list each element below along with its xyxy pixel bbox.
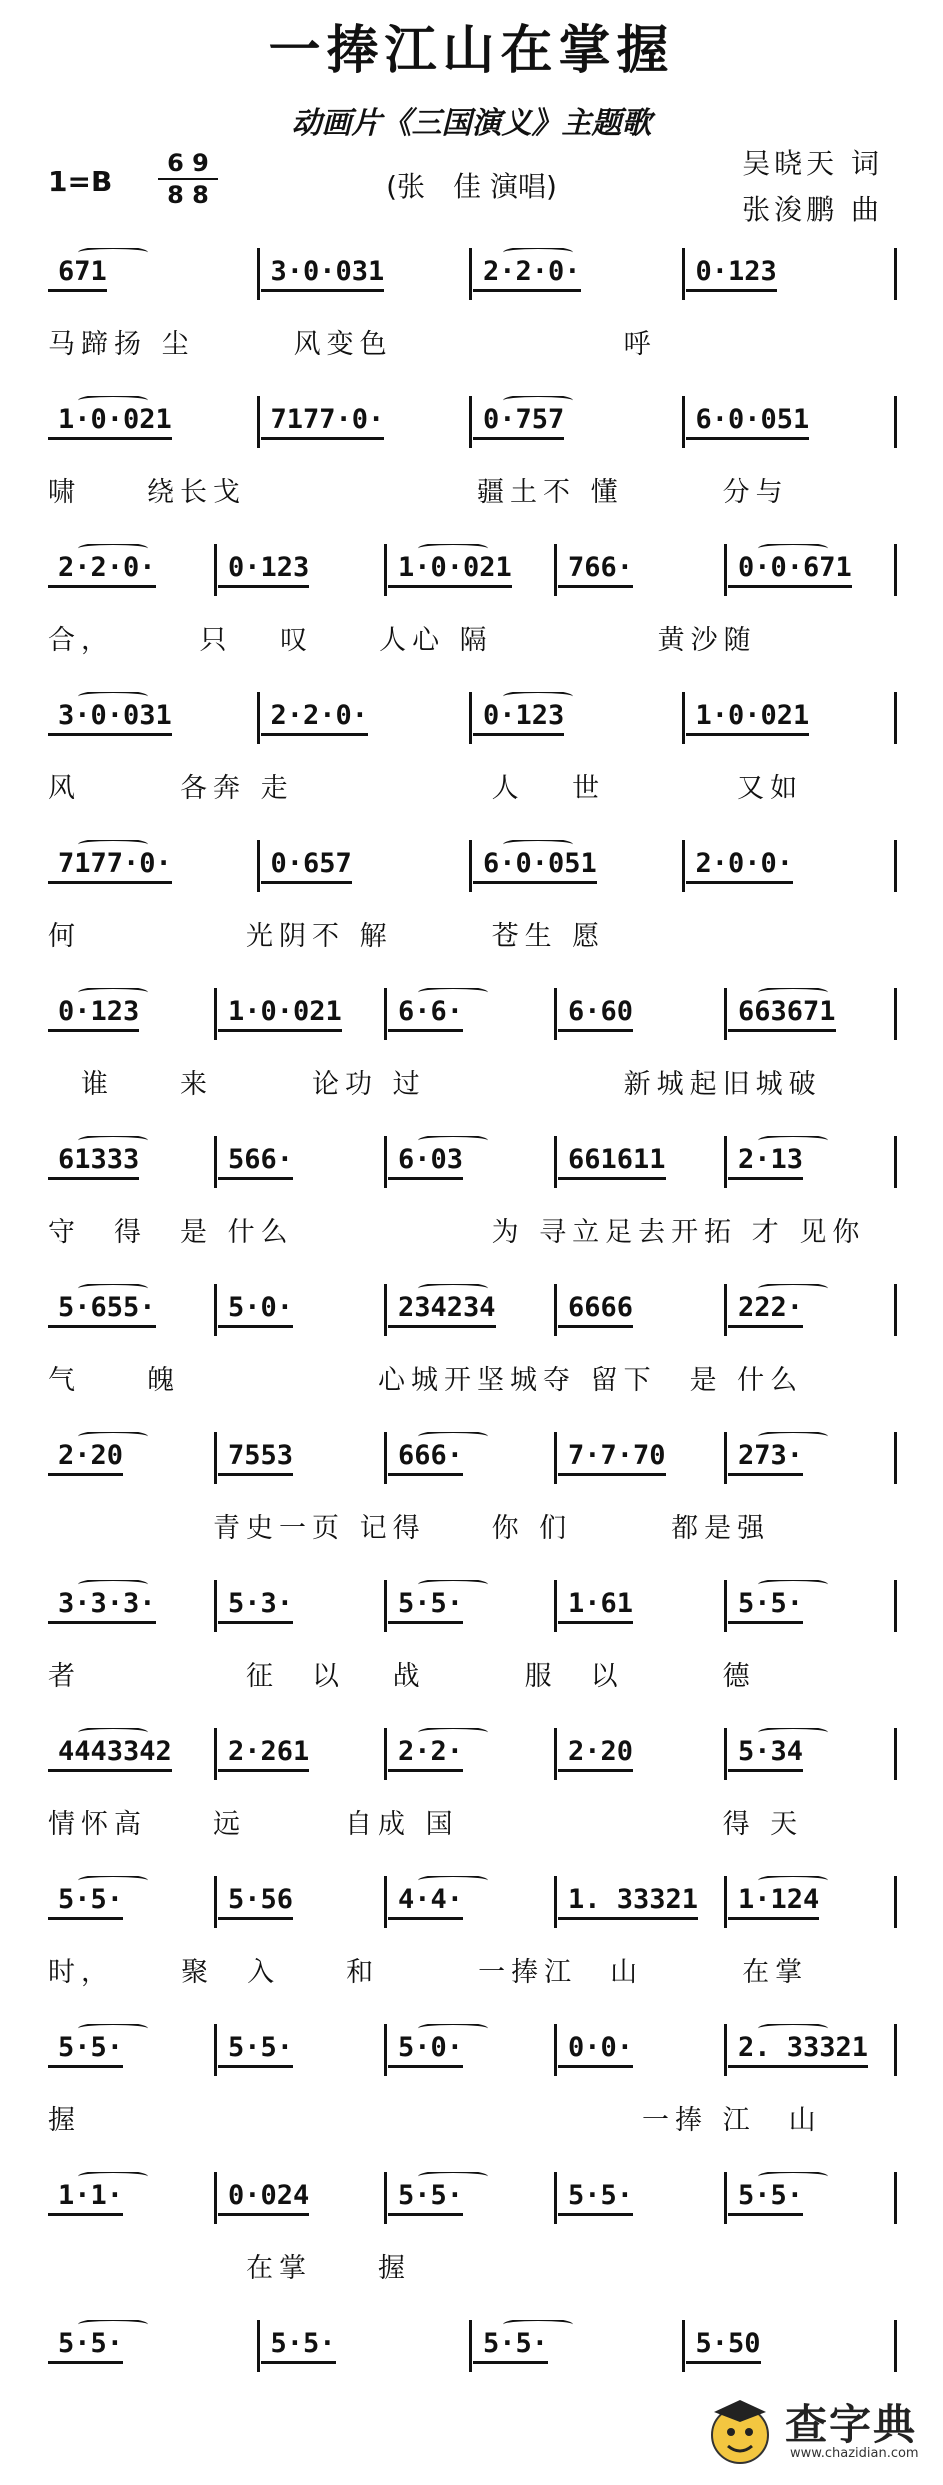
measure-notes: 1·0·021 xyxy=(686,700,810,736)
measure xyxy=(48,1284,212,1336)
measure-notes: 0·123 xyxy=(48,996,139,1032)
slur-mark xyxy=(418,2172,488,2183)
measure xyxy=(558,544,722,596)
lyrics-line: 合， 只 叹 人心 隔 黄沙随 xyxy=(48,625,757,656)
barline xyxy=(214,1728,217,1780)
slur-mark xyxy=(78,1728,148,1739)
staff-row xyxy=(48,1424,898,1554)
barline xyxy=(894,840,897,892)
slur-mark xyxy=(503,396,573,407)
measure xyxy=(728,1284,892,1336)
staff-row xyxy=(48,240,898,370)
measure xyxy=(728,988,892,1040)
barline xyxy=(214,1136,217,1188)
barline xyxy=(214,1284,217,1336)
measure xyxy=(728,2024,892,2076)
slur-mark xyxy=(78,1876,148,1887)
measure xyxy=(728,1136,892,1188)
measure-notes: 2·2·0· xyxy=(473,256,581,292)
slur-mark xyxy=(758,988,828,999)
staff-row xyxy=(48,1572,898,1702)
barline xyxy=(554,1580,557,1632)
lyrics-line: 情怀高 远 自成 国 得 天 xyxy=(48,1809,804,1840)
measure-notes: 766· xyxy=(558,552,633,588)
measure xyxy=(558,2172,722,2224)
measure-notes: 5·5· xyxy=(388,1588,463,1624)
slur-mark xyxy=(78,1580,148,1591)
barline xyxy=(554,1284,557,1336)
slur-mark xyxy=(78,1284,148,1295)
slur-mark xyxy=(758,2024,828,2035)
lyrics-line: 者 征 以 战 服 以 德 xyxy=(48,1661,756,1692)
measure-notes: 2·20 xyxy=(48,1440,123,1476)
measure xyxy=(388,988,552,1040)
measure xyxy=(261,840,468,892)
barline xyxy=(894,1432,897,1484)
lyrics-line: 风 各奔 走 人 世 又如 xyxy=(48,773,804,804)
barline xyxy=(214,988,217,1040)
barline xyxy=(469,2320,472,2372)
measure-notes: 7177·0· xyxy=(48,848,172,884)
measure-notes: 0·757 xyxy=(473,404,564,440)
measure xyxy=(388,1136,552,1188)
barline xyxy=(214,2024,217,2076)
lyrics-line: 青史一页 记得 你 们 都是强 xyxy=(48,1513,771,1544)
measure-notes: 0·123 xyxy=(218,552,309,588)
slur-mark xyxy=(503,692,573,703)
slur-mark xyxy=(503,840,573,851)
barline xyxy=(724,1136,727,1188)
barline xyxy=(469,692,472,744)
measure xyxy=(218,1728,382,1780)
barline xyxy=(257,396,260,448)
measure xyxy=(48,396,255,448)
measure xyxy=(388,544,552,596)
staff-row xyxy=(48,980,898,1110)
measure-notes: 5·5· xyxy=(558,2180,633,2216)
measure-notes: 0·0·671 xyxy=(728,552,852,588)
measure-notes: 2·13 xyxy=(728,1144,803,1180)
measure-notes: 5·3· xyxy=(218,1588,293,1624)
barline xyxy=(384,1876,387,1928)
barline xyxy=(554,2172,557,2224)
measure-notes: 2·20 xyxy=(558,1736,633,1772)
measure xyxy=(388,1432,552,1484)
barline xyxy=(724,2172,727,2224)
barline xyxy=(894,248,897,300)
measure-notes: 5·5· xyxy=(218,2032,293,2068)
measure xyxy=(686,248,893,300)
staff-row xyxy=(48,2016,898,2146)
slur-mark xyxy=(418,988,488,999)
measure xyxy=(388,1580,552,1632)
barline xyxy=(554,544,557,596)
slur-mark xyxy=(503,2320,573,2331)
staff-row xyxy=(48,536,898,666)
slur-mark xyxy=(78,1136,148,1147)
slur-mark xyxy=(758,1284,828,1295)
measure-notes: 6·6· xyxy=(388,996,463,1032)
barline xyxy=(214,2172,217,2224)
measure xyxy=(48,1580,212,1632)
measure-notes: 0·123 xyxy=(473,700,564,736)
barline xyxy=(384,1136,387,1188)
composer-credit: 张浚鹏 曲 xyxy=(742,193,883,226)
measure-notes: 6666 xyxy=(558,1292,633,1328)
measure xyxy=(728,1580,892,1632)
watermark-text: 查字典 xyxy=(785,2400,918,2449)
measure xyxy=(473,840,680,892)
barline xyxy=(384,2024,387,2076)
barline xyxy=(682,840,685,892)
measure-notes: 4·4· xyxy=(388,1884,463,1920)
slur-mark xyxy=(78,396,148,407)
barline xyxy=(724,1580,727,1632)
measure-notes: 273· xyxy=(728,1440,803,1476)
staff-row xyxy=(48,684,898,814)
measure-notes: 6·60 xyxy=(558,996,633,1032)
song-subtitle: 动画片《三国演义》主题歌 xyxy=(291,106,652,141)
measure xyxy=(728,1876,892,1928)
barline xyxy=(554,1876,557,1928)
slur-mark xyxy=(418,1136,488,1147)
barline xyxy=(894,1284,897,1336)
barline xyxy=(724,1284,727,1336)
staff-row xyxy=(48,388,898,518)
measure-notes: 661611 xyxy=(558,1144,666,1180)
slur-mark xyxy=(418,1876,488,1887)
barline xyxy=(384,2172,387,2224)
measure-notes: 5·655· xyxy=(48,1292,156,1328)
barline xyxy=(894,1136,897,1188)
measure-notes: 0·123 xyxy=(686,256,777,292)
slur-mark xyxy=(78,988,148,999)
measure-notes: 7553 xyxy=(218,1440,293,1476)
lyrics-line: 谁 来 论功 过 新城起旧城破 xyxy=(48,1069,822,1100)
measure-notes: 7·7·70 xyxy=(558,1440,666,1476)
measure-notes: 222· xyxy=(728,1292,803,1328)
measure xyxy=(686,396,893,448)
barline xyxy=(384,1580,387,1632)
measure-notes: 2·2· xyxy=(388,1736,463,1772)
barline xyxy=(469,396,472,448)
measure-notes: 1·124 xyxy=(728,1884,819,1920)
measure xyxy=(473,2320,680,2372)
measure xyxy=(48,544,212,596)
measure-notes: 0·657 xyxy=(261,848,352,884)
measure-notes: 1·61 xyxy=(558,1588,633,1624)
measure-notes: 1·0·021 xyxy=(388,552,512,588)
measure-notes: 5·5· xyxy=(473,2328,548,2364)
measure-notes: 234234 xyxy=(388,1292,496,1328)
slur-mark xyxy=(418,1580,488,1591)
measure xyxy=(218,1432,382,1484)
slur-mark xyxy=(78,840,148,851)
measure xyxy=(558,1136,722,1188)
measure xyxy=(388,2024,552,2076)
barline xyxy=(894,1876,897,1928)
measure xyxy=(728,2172,892,2224)
measure xyxy=(218,1580,382,1632)
barline xyxy=(257,692,260,744)
measure xyxy=(261,396,468,448)
measure-notes: 5·50 xyxy=(686,2328,761,2364)
measure-notes: 0·0· xyxy=(558,2032,633,2068)
lyrics-line: 在掌 握 xyxy=(48,2253,411,2284)
barline xyxy=(257,840,260,892)
measure-notes: 5·5· xyxy=(728,1588,803,1624)
lyrics-line: 时， 聚 入 和 一捧江 山 在掌 xyxy=(48,1957,809,1988)
slur-mark xyxy=(758,1432,828,1443)
measure-notes: 5·56 xyxy=(218,1884,293,1920)
measure xyxy=(558,1580,722,1632)
barline xyxy=(214,1580,217,1632)
measure xyxy=(48,1432,212,1484)
measure-notes: 5·5· xyxy=(48,1884,123,1920)
measure xyxy=(473,692,680,744)
measure xyxy=(388,1728,552,1780)
measure xyxy=(558,988,722,1040)
barline xyxy=(384,1432,387,1484)
measure xyxy=(218,1284,382,1336)
measure xyxy=(48,1136,212,1188)
measure xyxy=(558,1876,722,1928)
barline xyxy=(257,248,260,300)
measure-notes: 5·5· xyxy=(261,2328,336,2364)
lyrics-line: 守 得 是 什么 为 寻立足去开拓 才 见你 xyxy=(48,1217,866,1248)
measure xyxy=(218,2024,382,2076)
measure-notes: 7177·0· xyxy=(261,404,385,440)
barline xyxy=(384,1284,387,1336)
barline xyxy=(214,1876,217,1928)
barline xyxy=(724,1876,727,1928)
meter-bottom: 8 8 xyxy=(167,181,209,209)
measure-notes: 6·0·051 xyxy=(473,848,597,884)
measure-notes: 2·2·0· xyxy=(261,700,369,736)
measure-notes: 5·5· xyxy=(388,2180,463,2216)
barline xyxy=(724,544,727,596)
measure xyxy=(388,1876,552,1928)
measure-notes: 5·5· xyxy=(48,2032,123,2068)
measure-notes: 61333 xyxy=(48,1144,139,1180)
measure xyxy=(473,248,680,300)
measure xyxy=(48,1876,212,1928)
measure xyxy=(48,248,255,300)
measure xyxy=(558,1432,722,1484)
measure xyxy=(48,840,255,892)
measure-notes: 5·0· xyxy=(388,2032,463,2068)
lyrics-line: 何 光阴不 解 苍生 愿 xyxy=(48,921,606,952)
measure xyxy=(48,1728,212,1780)
slur-mark xyxy=(758,544,828,555)
measure xyxy=(48,988,212,1040)
measure xyxy=(728,544,892,596)
slur-mark xyxy=(758,1580,828,1591)
key-signature: 1=B xyxy=(48,165,113,198)
measure-notes: 3·3·3· xyxy=(48,1588,156,1624)
slur-mark xyxy=(418,1284,488,1295)
barline xyxy=(469,840,472,892)
measure xyxy=(261,692,468,744)
measure xyxy=(218,1876,382,1928)
measure xyxy=(388,1284,552,1336)
barline xyxy=(554,1728,557,1780)
staff-row xyxy=(48,832,898,962)
barline xyxy=(894,988,897,1040)
measure xyxy=(218,1136,382,1188)
barline xyxy=(894,1580,897,1632)
slur-mark xyxy=(758,2172,828,2183)
barline xyxy=(682,396,685,448)
measure xyxy=(558,1728,722,1780)
measure xyxy=(218,544,382,596)
watermark-url: www.chazidian.com xyxy=(790,2446,919,2461)
staff-row xyxy=(48,1720,898,1850)
measure xyxy=(218,988,382,1040)
measure xyxy=(48,2024,212,2076)
slur-mark xyxy=(78,2320,148,2331)
measure xyxy=(728,1432,892,1484)
measure xyxy=(48,2320,255,2372)
measure xyxy=(261,2320,468,2372)
slur-mark xyxy=(78,1432,148,1443)
measure xyxy=(686,692,893,744)
singer-credit: (张 佳 演唱) xyxy=(386,170,557,203)
slur-mark xyxy=(78,2024,148,2035)
measure xyxy=(686,840,893,892)
measure-notes: 1·0·021 xyxy=(48,404,172,440)
barline xyxy=(682,2320,685,2372)
slur-mark xyxy=(78,248,148,259)
barline xyxy=(257,2320,260,2372)
measure xyxy=(218,2172,382,2224)
measure xyxy=(686,2320,893,2372)
barline xyxy=(724,988,727,1040)
measure-notes: 6·0·051 xyxy=(686,404,810,440)
measure-notes: 3·0·031 xyxy=(48,700,172,736)
song-title: 一捧江山在掌握 xyxy=(268,20,675,81)
staff-row xyxy=(48,1276,898,1406)
measure-notes: 666· xyxy=(388,1440,463,1476)
measure-notes: 1. 33321 xyxy=(558,1884,698,1920)
barline xyxy=(384,544,387,596)
barline xyxy=(554,2024,557,2076)
slur-mark xyxy=(418,1432,488,1443)
measure-notes: 2. 33321 xyxy=(728,2032,868,2068)
lyrics-line: 啸 绕长戈 疆土不 懂 分与 xyxy=(48,477,789,508)
lyrics-line: 握 一捧 江 山 xyxy=(48,2105,822,2136)
slur-mark xyxy=(758,1728,828,1739)
measure-notes: 2·0·0· xyxy=(686,848,794,884)
meter-top: 6 9 xyxy=(167,149,209,177)
barline xyxy=(469,248,472,300)
barline xyxy=(554,988,557,1040)
measure-notes: 3·0·031 xyxy=(261,256,385,292)
barline xyxy=(724,1432,727,1484)
barline xyxy=(554,1432,557,1484)
barline xyxy=(724,2024,727,2076)
barline xyxy=(384,988,387,1040)
slur-mark xyxy=(758,1136,828,1147)
measure xyxy=(261,248,468,300)
measure xyxy=(388,2172,552,2224)
slur-mark xyxy=(78,544,148,555)
measure xyxy=(558,1284,722,1336)
barline xyxy=(214,544,217,596)
measure-notes: 663671 xyxy=(728,996,836,1032)
measure-notes: 1·1· xyxy=(48,2180,123,2216)
barline xyxy=(894,396,897,448)
staff-row xyxy=(48,1128,898,1258)
lyrics-line: 气 魄 心城开坚城夺 留下 是 什么 xyxy=(48,1365,804,1396)
measure xyxy=(558,2024,722,2076)
slur-mark xyxy=(758,1876,828,1887)
lyrics-line: 马蹄扬 尘 风变色 呼 xyxy=(48,329,657,360)
measure-notes: 2·2·0· xyxy=(48,552,156,588)
measure xyxy=(728,1728,892,1780)
barline xyxy=(894,544,897,596)
measure xyxy=(48,2172,212,2224)
staff-row xyxy=(48,2164,898,2294)
barline xyxy=(682,248,685,300)
measure-notes: 5·34 xyxy=(728,1736,803,1772)
barline xyxy=(894,2320,897,2372)
measure-notes: 6·03 xyxy=(388,1144,463,1180)
barline xyxy=(724,1728,727,1780)
measure-notes: 1·0·021 xyxy=(218,996,342,1032)
barline xyxy=(894,1728,897,1780)
barline xyxy=(384,1728,387,1780)
barline xyxy=(554,1136,557,1188)
slur-mark xyxy=(78,2172,148,2183)
slur-mark xyxy=(418,2024,488,2035)
measure-notes: 4443342 xyxy=(48,1736,172,1772)
slur-mark xyxy=(418,544,488,555)
lyricist-credit: 吴晓天 词 xyxy=(742,147,883,180)
measure-notes: 5·5· xyxy=(48,2328,123,2364)
measure-notes: 2·261 xyxy=(218,1736,309,1772)
measure-notes: 5·5· xyxy=(728,2180,803,2216)
barline xyxy=(894,692,897,744)
barline xyxy=(214,1432,217,1484)
measure-notes: 566· xyxy=(218,1144,293,1180)
measure-notes: 0·024 xyxy=(218,2180,309,2216)
measure xyxy=(48,692,255,744)
slur-mark xyxy=(418,1728,488,1739)
staff-row xyxy=(48,1868,898,1998)
measure-notes: 5·0· xyxy=(218,1292,293,1328)
barline xyxy=(894,2172,897,2224)
barline xyxy=(894,2024,897,2076)
slur-mark xyxy=(78,692,148,703)
measure xyxy=(473,396,680,448)
measure-notes: 671 xyxy=(48,256,107,292)
barline xyxy=(682,692,685,744)
slur-mark xyxy=(503,248,573,259)
